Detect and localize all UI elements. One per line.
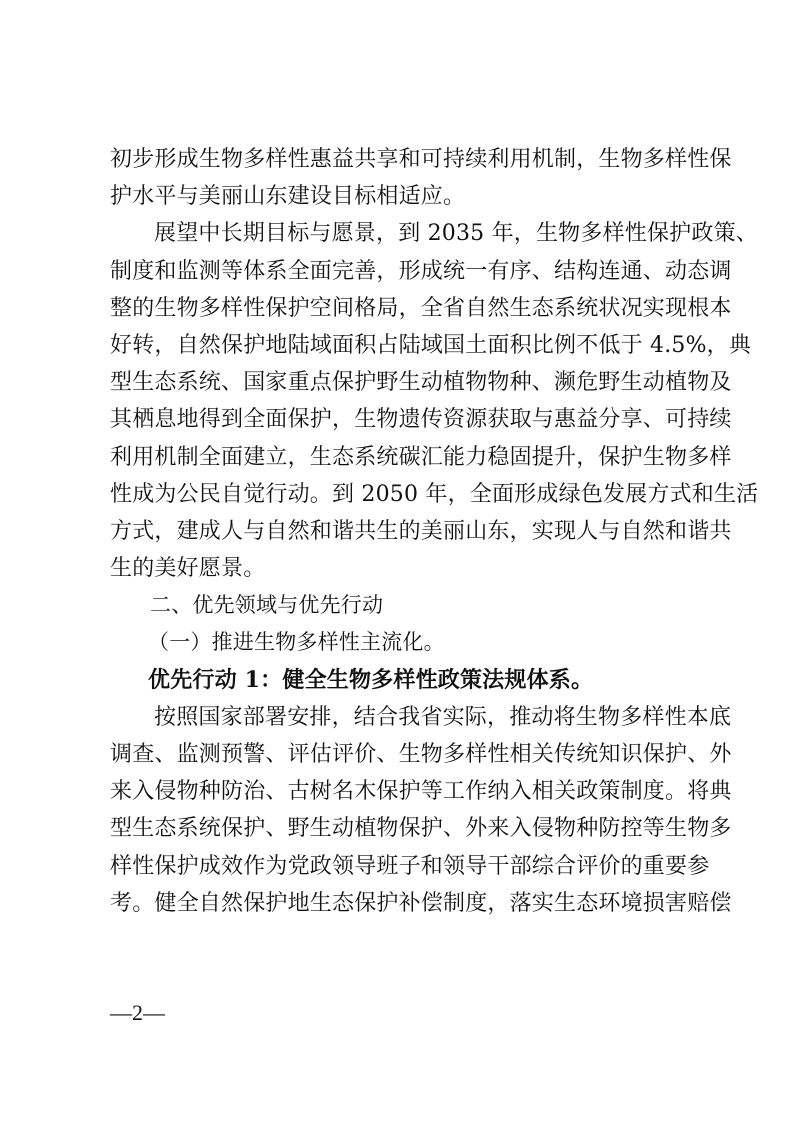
text-line: 制度和监测等体系全面完善，形成统一有序、结构连通、动态调	[110, 258, 732, 284]
text-line: 性成为公民自觉行动。到 2050 年，全面形成绿色发展方式和生活	[110, 481, 759, 507]
text-line: 整的生物多样性保护空间格局，全省自然生态系统状况实现根本	[110, 295, 732, 321]
text-line: 考。健全自然保护地生态保护补偿制度，落实生态环境损害赔偿	[110, 890, 732, 916]
text-line: 展望中长期目标与愿景，到 2035 年，生物多样性保护政策、	[154, 221, 758, 247]
text-line: 其栖息地得到全面保护，生物遗传资源获取与惠益分享、可持续	[110, 407, 732, 433]
text-line: 生的美好愿景。	[110, 556, 266, 582]
text-line: 样性保护成效作为党政领导班子和领导干部综合评价的重要参	[110, 853, 710, 879]
text-line: 护水平与美丽山东建设目标相适应。	[110, 184, 466, 210]
text-line: 初步形成生物多样性惠益共享和可持续利用机制，生物多样性保	[110, 147, 732, 172]
subsection-heading: （一）推进生物多样性主流化。	[148, 630, 445, 655]
page-number: —2—	[110, 1000, 165, 1025]
text-line: 型生态系统保护、野生动植物保护、外来入侵物种防控等生物多	[110, 816, 732, 842]
document-page	[110, 141, 759, 922]
text-line: 好转，自然保护地陆域面积占陆域国土面积比例不低于 4.5%，典	[110, 332, 752, 358]
text-line: 来入侵物种防治、古树名木保护等工作纳入相关政策制度。将典	[110, 779, 732, 805]
text-line: 调查、监测预警、评估评价、生物多样性相关传统知识保护、外	[110, 742, 732, 767]
section-heading: 二、优先领域与优先行动	[150, 593, 384, 618]
text-line: 利用机制全面建立，生态系统碳汇能力稳固提升，保护生物多样	[110, 444, 732, 470]
text-line: 按照国家部署安排，结合我省实际，推动将生物多样性本底	[154, 704, 732, 730]
text-line: 方式，建成人与自然和谐共生的美丽山东，实现人与自然和谐共	[110, 518, 732, 544]
action-heading: 优先行动 1：健全生物多样性政策法规体系。	[148, 666, 594, 693]
text-line: 型生态系统、国家重点保护野生动植物物种、濒危野生动植物及	[110, 370, 732, 396]
